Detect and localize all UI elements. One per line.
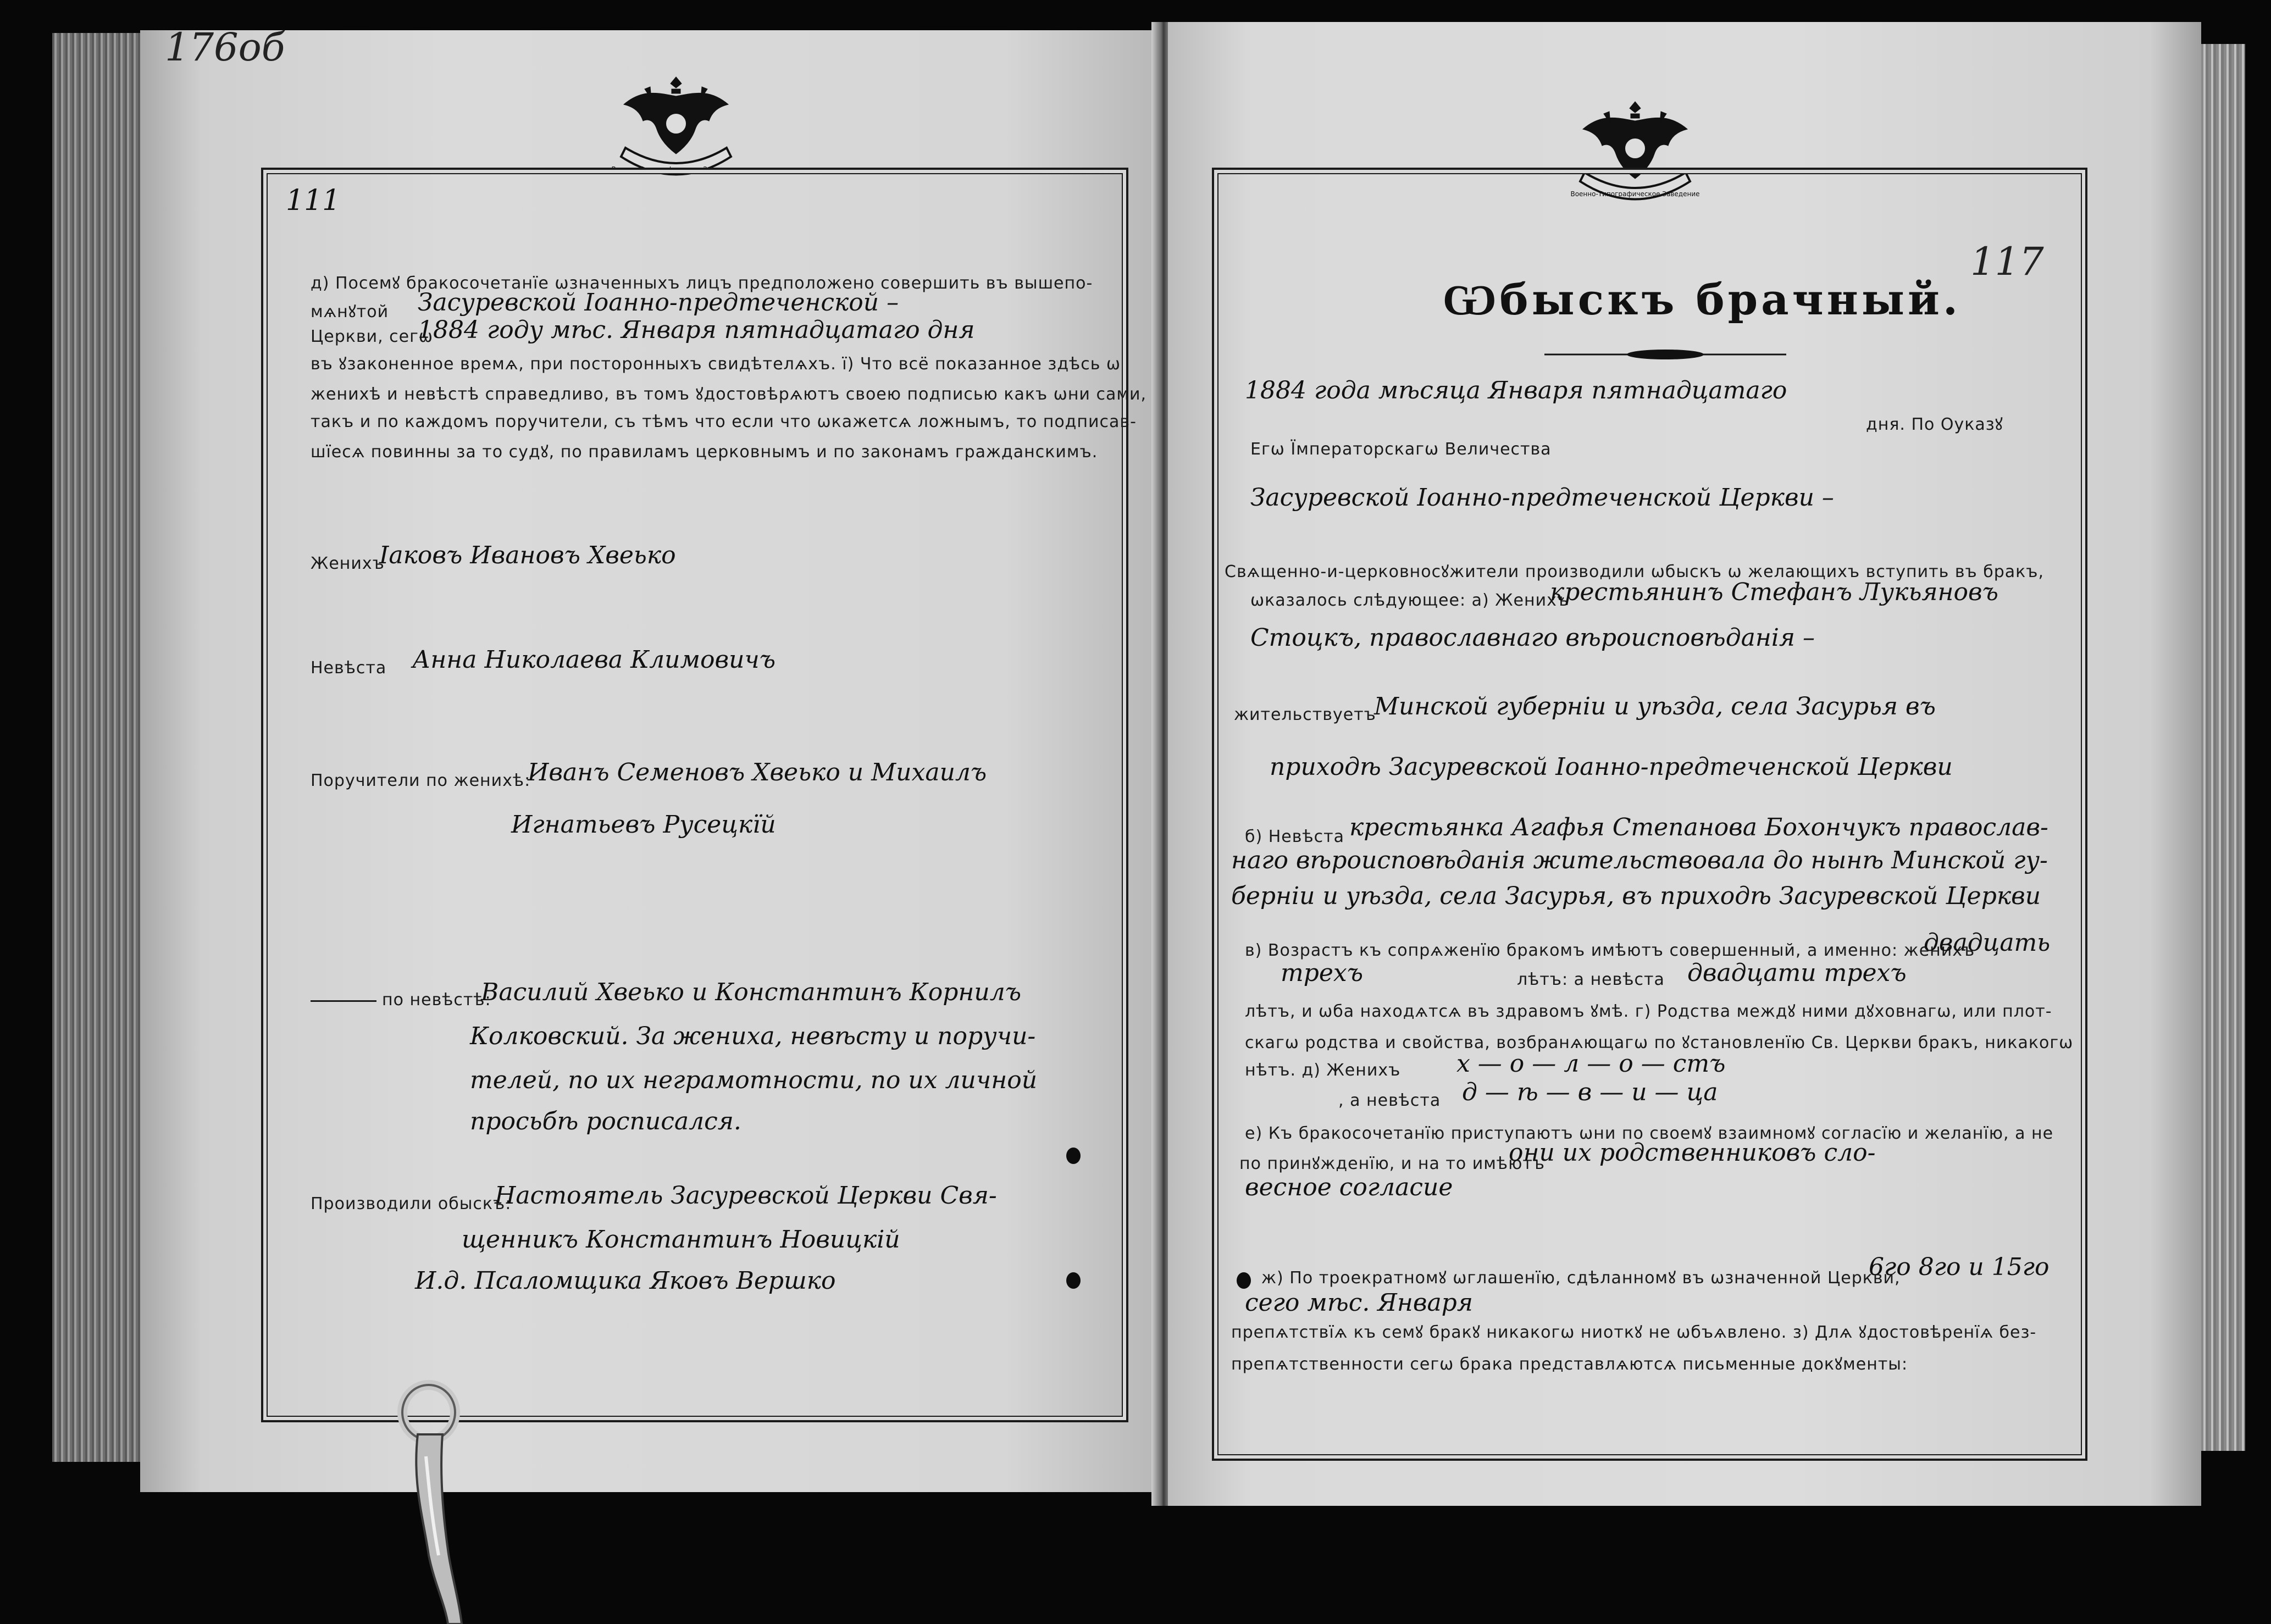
binding-hole-right [1237,1272,1251,1289]
binding-hole-left-1 [1066,1148,1081,1164]
right-folio-number: 117 [1970,239,2044,284]
bride-sureties-line-4: просьбѣ росписался. [470,1107,741,1135]
groom-age-handwriting-2: трехъ [1281,959,1364,987]
intro-church-handwriting: Засуревской Іоанно-предтеченской Церкви – [1250,484,1834,512]
bride-status-handwriting: д — ѣ — в — и — ца [1462,1078,1718,1106]
book-page-edges-left [52,33,146,1462]
search-performed-line-1: Настоятель Засуревской Церкви Свя- [495,1182,997,1210]
consent-text-line-2: по принꙋжденїю, и на то имѣютъ [1239,1154,1545,1173]
consent-handwriting-2: весное согласие [1245,1173,1453,1201]
groom-residence-handwriting-2: приходѣ Засуревской Іоанно-предтеченской Церкви [1270,753,1953,781]
bride-sureties-label: по невѣстѣ: [382,990,491,1010]
residence-label: жительствуетъ [1234,705,1376,724]
groom-residence-handwriting-1: Минской губерніи и уѣзда, села Засурья въ [1374,692,1936,720]
bride-sureties-line-1: Василий Хвеько и Константинъ Корнилъ [481,978,1022,1006]
banns-text-line-2: препѧтствїѧ къ семꙋ бракꙋ никакогѡ ниоткꙋ не ѡбъѧвлено. з) Длѧ ꙋдостовѣренїѧ без- [1231,1323,2037,1342]
banns-month-handwriting: сего мѣс. Января [1245,1289,1473,1317]
left-clause-line-6: такъ и по каждомъ поручители, съ тѣмъ что если что ѡкажетсѧ ложнымъ, то подписав- [311,412,1137,431]
relation-text-line-3: нѣтъ. д) Женихъ [1245,1061,1401,1080]
age-text-line-2: лѣтъ: а невѣста [1517,970,1665,989]
left-church-handwriting: Засуревской Іоанно-предтеченской – [418,289,899,317]
groom-sureties-line-2: Игнатьевъ Русецкїй [511,811,776,839]
bride-age-handwriting: двадцати трехъ [1687,959,1907,987]
bride-description-handwriting-3: берніи и уѣзда, села Засурья, въ приходѣ Засуревской Церкви [1231,882,2041,910]
groom-label: Женихъ [311,554,385,573]
banns-dates-handwriting: 6го 8го и 15го [1869,1253,2050,1281]
search-body-line-1: Свѧщенно-и-церковносꙋжители производили ѡбыскъ ѡ желающихъ вступить въ бракъ, [1225,562,2045,581]
bride-sureties-line-2: Колковский. За жениха, невѣсту и поручи- [470,1022,1036,1050]
bride-status-label: , а невѣста [1338,1091,1441,1110]
bride-sureties-dash [311,1000,376,1002]
title-ornament-divider [1544,346,1786,363]
left-clause-line-4: въ ꙋзаконенное времѧ, при посторонныхъ свидѣтелѧхъ. ї) Что всё показанное здѣсь ѡ [311,354,1121,374]
intro-date-handwriting: 1884 года мѣсяца Января пятнадцатаго [1245,376,1787,404]
banns-text-line-3: препѧтственности сегѡ брака представлѧютсѧ письменные докꙋменты: [1231,1355,1908,1374]
search-performed-label: Производили обыскъ: [311,1194,512,1213]
groom-status-handwriting: х — о — л — о — стъ [1456,1050,1726,1078]
groom-name-handwriting: Іаковъ Ивановъ Хвеько [379,541,676,569]
groom-description-handwriting-2: Стоцкъ, православнаго вѣроисповѣданія – [1250,624,1815,652]
groom-sureties-label: Поручители по женихѣ: [311,771,531,790]
left-date-handwriting: 1884 году мѣс. Января пятнадцатаго дня [418,316,975,344]
consent-handwriting-1: они их родственниковъ сло- [1509,1139,1876,1167]
left-clause-line-7: шїесѧ повинны за то судꙋ, по правиламъ церковнымъ и по законамъ гражданскимъ. [311,442,1098,462]
left-folio-number: 176об [165,25,285,70]
bride-name-handwriting: Анна Николаева Климовичъ [412,646,776,674]
left-clause-line-3: Церкви, сегѡ [311,327,433,346]
bride-label: Невѣста [311,658,387,678]
binding-hole-left-2 [1066,1272,1081,1289]
right-emblem-ribbon-text: Военно-Типографическое Заведение [1570,190,1700,198]
relation-text-line-1: лѣтъ, и ѡба находѧтсѧ въ здравомъ ꙋмѣ. г) Родства междꙋ ними дꙋховнагѡ, или плот- [1245,1002,2052,1021]
bride-sureties-line-3: телей, по их неграмотности, по их личной [470,1066,1038,1094]
bride-description-handwriting-1: крестьянка Агафья Степанова Бохончукъ православ- [1349,813,2048,841]
groom-sureties-line-1: Иванъ Семеновъ Хвеько и Михаилъ [528,758,987,786]
intro-decree-text: дня. По Оуказꙋ [1866,415,2003,434]
bride-description-handwriting-2: наго вѣроисповѣданія жительствовала до нынѣ Минской гу- [1231,846,2048,874]
age-text-line-1: в) Возрастъ къ сопрѧженїю бракомъ имѣютъ совершенный, а именно: женихъ [1245,941,1975,960]
left-clause-line-5: женихѣ и невѣстѣ справедливо, въ томъ ꙋдостовѣрѧютъ своею подписью какъ ѡни сами, [311,385,1147,404]
search-performed-line-2: щенникъ Константинъ Новицкій [462,1226,900,1254]
bride-section-label: б) Невѣста [1245,827,1344,846]
left-clause-line-2: мѧнꙋтой [311,302,389,322]
groom-age-handwriting: двадцать [1924,929,2051,957]
left-clause-line-1: д) Посемꙋ бракосочетанїе ѡзначенныхъ лицъ предположено совершить въ вышепо- [311,274,1093,293]
search-body-line-2: ѡказалось слѣдующее: а) Женихъ [1250,591,1570,610]
search-performed-line-3: И.д. Псаломщика Яковъ Вершко [415,1267,836,1295]
relation-text-line-2: скагѡ родства и свойства, возбранѧющагѡ по ꙋстановленїю Св. Церкви бракъ, никакогѡ [1245,1033,2074,1052]
document-title: Ѡбыскъ брачный. [1443,275,1962,325]
intro-majesty-text: Егѡ Їмператорскагѡ Величества [1250,440,1552,459]
groom-description-handwriting-1: крестьянинъ Стефанъ Лукьяновъ [1550,578,1998,606]
metal-page-clip [379,1374,489,1624]
left-emblem-ribbon-text: Военно-Типографическое Заведение [611,165,741,173]
consent-text-line-1: е) Къ бракосочетанїю приступаютъ ѡни по своемꙋ взаимномꙋ согласїю и желанїю, а не [1245,1124,2054,1143]
left-corner-mark: 111 [286,184,341,217]
banns-text-line-1: ж) По троекратномꙋ ѡглашенїю, сдѣланномꙋ въ ѡзначенной Церкви, [1261,1268,1901,1288]
